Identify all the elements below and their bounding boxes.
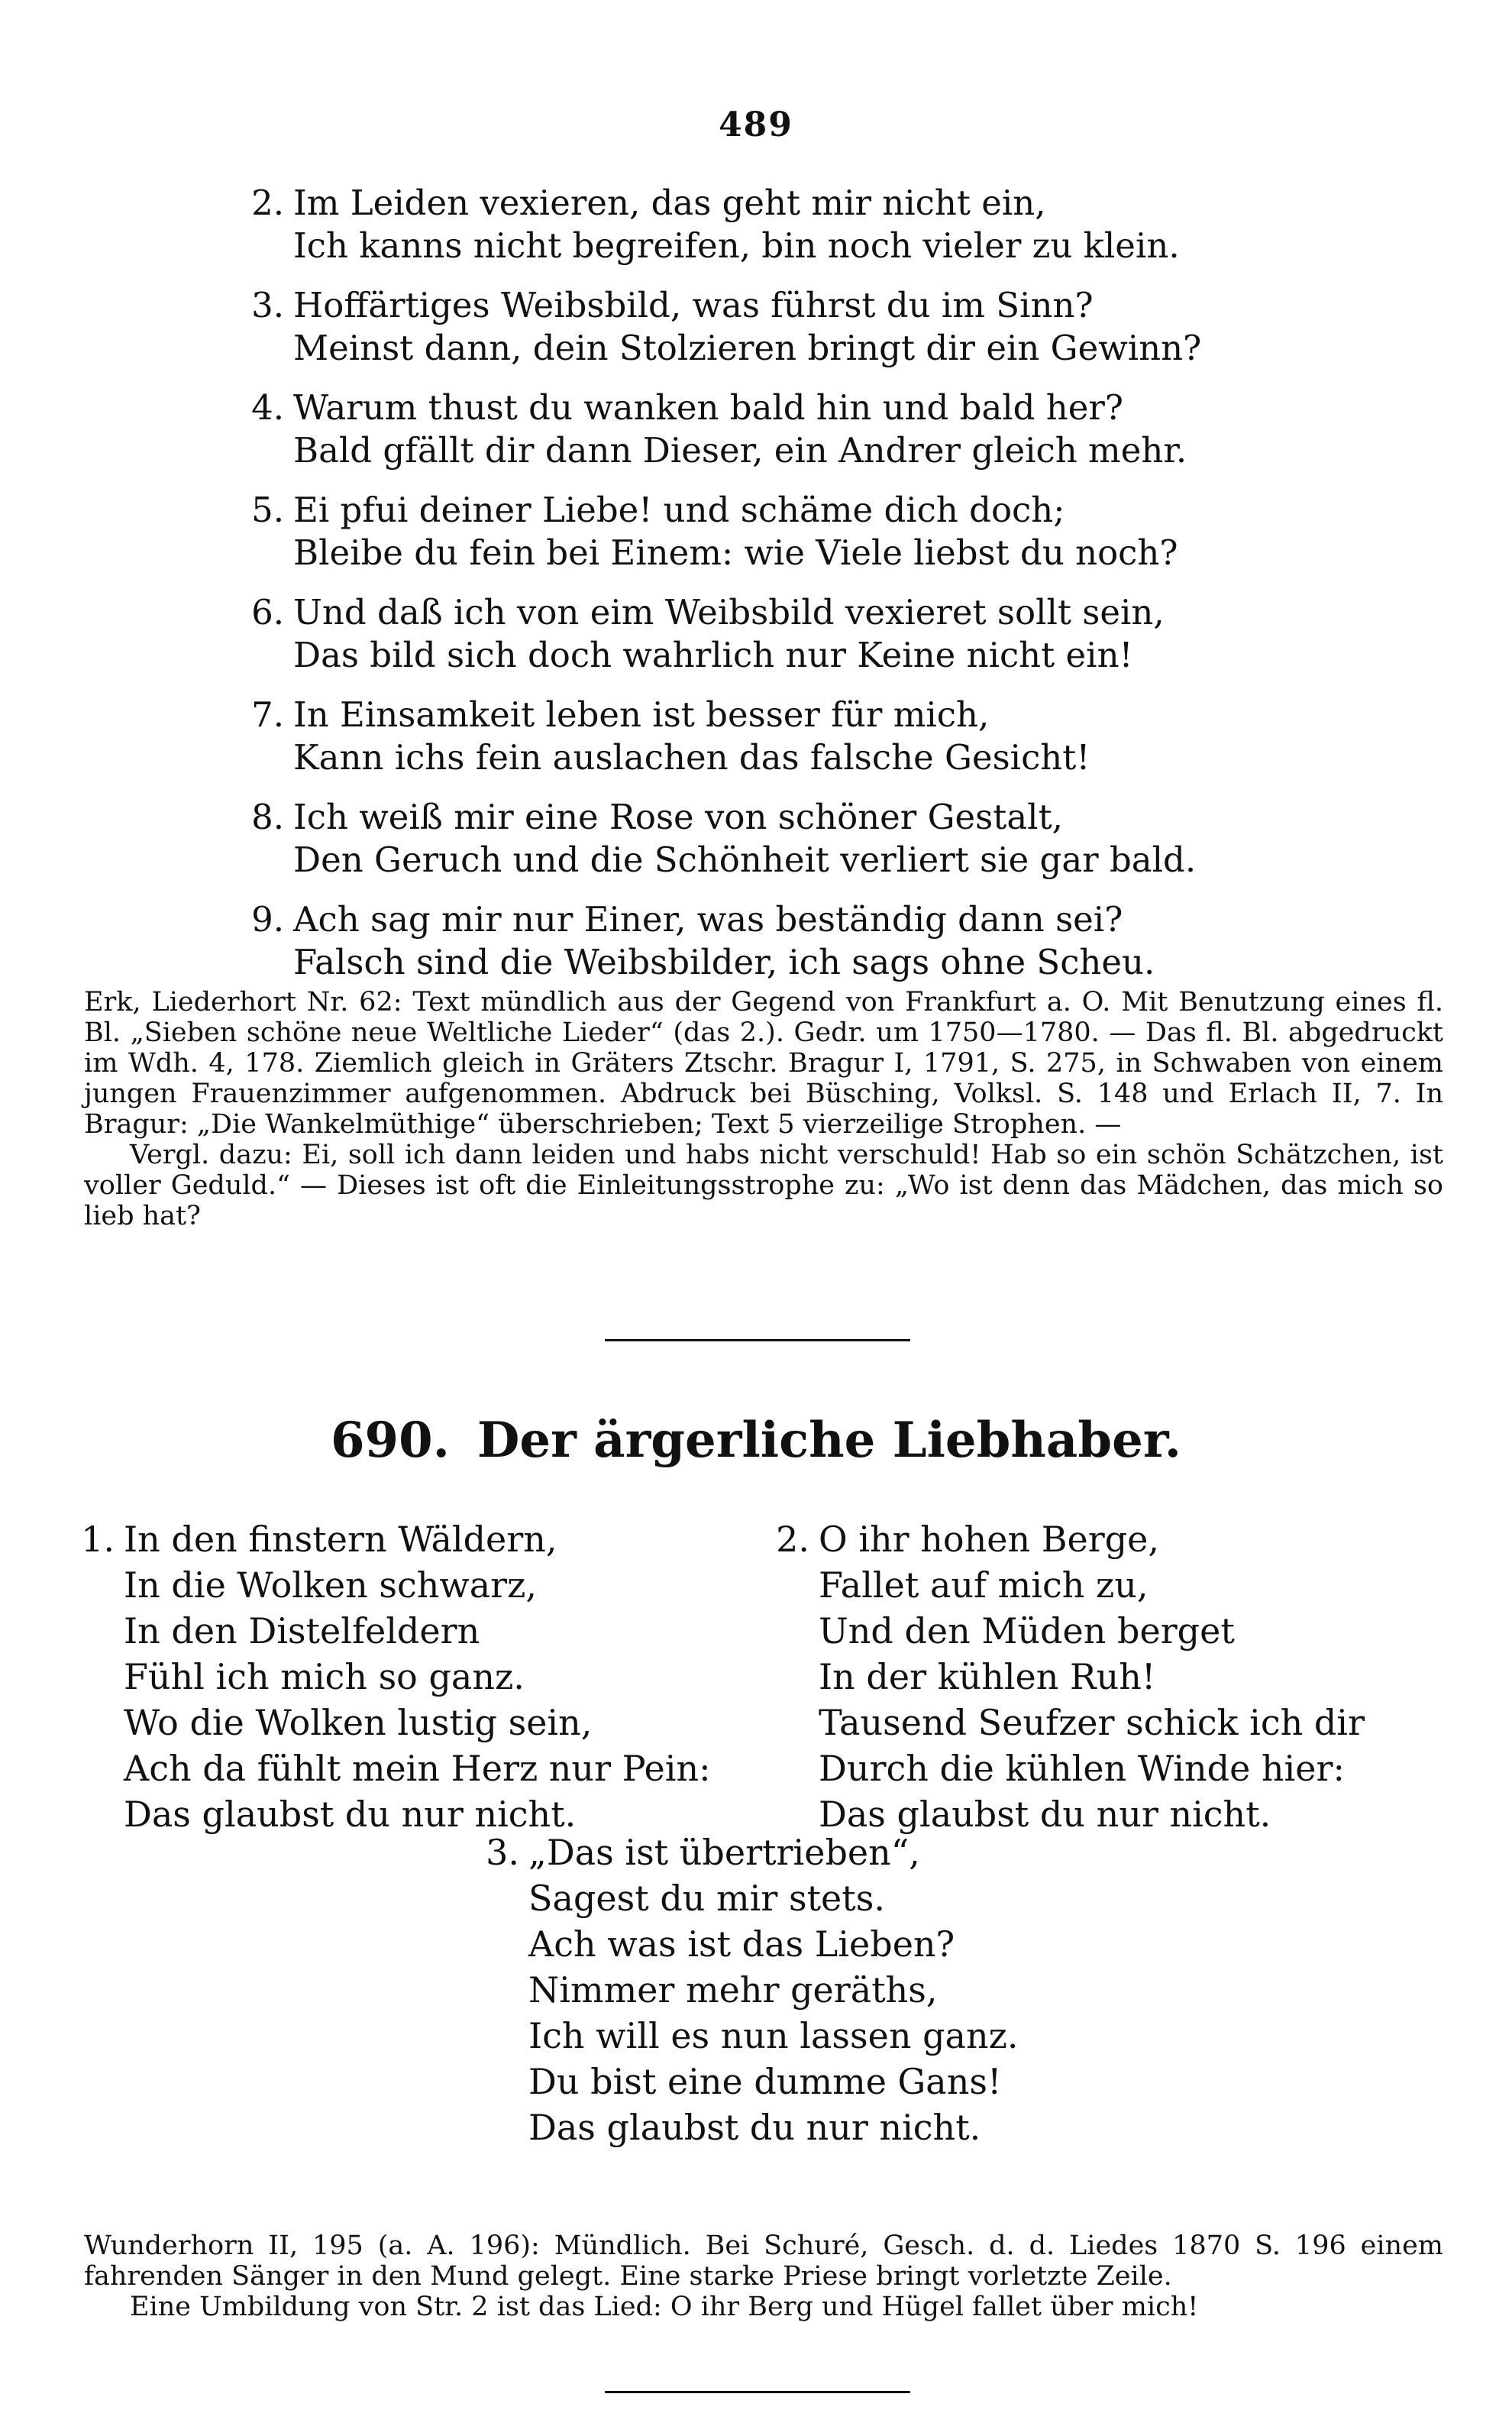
verse-line: Wo die Wolken lustig sein, — [124, 1702, 593, 1743]
song-title: Der ärgerliche Liebhaber. — [477, 1412, 1181, 1469]
verse-line: 4. Warum thust du wanken bald hin und bald her? — [229, 387, 1260, 429]
stanza — [229, 591, 1260, 677]
stanza-2 — [764, 1516, 1365, 1837]
song-689-verses — [229, 182, 1260, 1001]
stanza-number: 3. — [251, 285, 284, 325]
stanza-number: 7. — [251, 694, 284, 735]
verse-line: Tausend Seufzer schick ich dir — [819, 1702, 1365, 1743]
verse-line: Ach da fühlt mein Herz nur Pein: — [124, 1748, 711, 1789]
verse-line: In die Wolken schwarz, — [124, 1564, 537, 1606]
verse-line: Das glaubst du nur nicht. — [528, 2107, 981, 2148]
verse-line: Du bist eine dumme Gans! — [528, 2061, 1002, 2102]
commentary-paragraph: Erk, Liederhort Nr. 62: Text mündlich aus der Gegend von Frankfurt a. O. Mit Benutzung eines fl. Bl. „Sieben schöne neue Weltliche Lieder“ (das 2.). Gedr. um 1750—1780. — Das fl. Bl. abgedruckt im Wdh. 4, 178. Ziemlich gleich in Gräters Ztschr. Bragur I, 1791, S. 275, in Schwaben von einem jungen Frauenzimmer aufgenommen. Abdruck bei Büsching, Volksl. S. 148 und Erlach II, 7. In Bragur: „Die Wankelmüthige“ überschrieben; Text 5 vierzeilige Strophen. — — [84, 987, 1443, 1140]
song-heading — [0, 1412, 1512, 1469]
stanza-number: 6. — [251, 592, 284, 632]
verse-line: Und den Müden berget — [819, 1610, 1235, 1651]
stanza — [229, 694, 1260, 779]
verse-line: 2. O ihr hohen Berge, — [764, 1516, 1365, 1562]
stanza — [229, 796, 1260, 882]
stanza — [229, 182, 1260, 267]
verse-line: Das bild sich doch wahrlich nur Keine nicht ein! — [293, 635, 1133, 675]
page-number: 489 — [719, 105, 793, 144]
section-divider — [605, 1339, 910, 1341]
verse-line: Ich kanns nicht begreifen, bin noch vieler zu klein. — [293, 225, 1180, 266]
verse-line: 8. Ich weiß mir eine Rose von schöner Gestalt, — [229, 796, 1260, 839]
song-690-commentary — [84, 2231, 1443, 2322]
stanza-number: 3. — [486, 1832, 519, 1873]
verse-line: Meinst dann, dein Stolzieren bringt dir ein Gewinn? — [293, 328, 1202, 368]
verse-line: Falsch sind die Weibsbilder, ich sags ohne Scheu. — [293, 942, 1155, 982]
section-divider — [605, 2391, 910, 2393]
stanza-number: 2. — [251, 183, 284, 223]
stanza-number: 4. — [251, 387, 284, 428]
song-number: 690. — [331, 1412, 450, 1469]
stanza-number: 1. — [81, 1519, 115, 1560]
stanza-number: 5. — [251, 490, 284, 530]
stanza-1 — [69, 1516, 711, 1837]
verse-line: Das glaubst du nur nicht. — [124, 1794, 577, 1835]
verse-line: 5. Ei pfui deiner Liebe! und schäme dich doch; — [229, 489, 1260, 532]
verse-line: In den Distelfeldern — [124, 1610, 480, 1651]
song-689-commentary — [84, 987, 1443, 1231]
verse-line: Kann ichs fein auslachen das falsche Gesicht! — [293, 737, 1090, 778]
verse-line: Fühl ich mich so ganz. — [124, 1656, 525, 1697]
stanza — [229, 898, 1260, 984]
stanza-number: 8. — [251, 797, 284, 837]
verse-line: Ach was ist das Lieben? — [528, 1923, 955, 1965]
verse-line: Den Geruch und die Schönheit verliert sie gar bald. — [293, 839, 1197, 880]
verse-line: In der kühlen Ruh! — [819, 1656, 1156, 1697]
verse-line: 7. In Einsamkeit leben ist besser für mich, — [229, 694, 1260, 736]
verse-line: 3. „Das ist übertrieben“, — [473, 1829, 1018, 1875]
commentary-paragraph: Wunderhorn II, 195 (a. A. 196): Mündlich. Bei Schuré, Gesch. d. d. Liedes 1870 S. 196 einem fahrenden Sänger in den Mund gelegt. Eine starke Priese bringt vorletzte Zeile. — [84, 2231, 1443, 2292]
stanza-number: 9. — [251, 899, 284, 940]
verse-line: Durch die kühlen Winde hier: — [819, 1748, 1345, 1789]
verse-line: Ich will es nun lassen ganz. — [528, 2015, 1019, 2056]
stanza — [229, 489, 1260, 574]
verse-line: 1. In den finstern Wäldern, — [69, 1516, 711, 1562]
stanza-3 — [473, 1829, 1018, 2150]
verse-line: Fallet auf mich zu, — [819, 1564, 1149, 1606]
commentary-paragraph: Eine Umbildung von Str. 2 ist das Lied: O ihr Berg und Hügel fallet über mich! — [130, 2292, 1199, 2322]
verse-line: 6. Und daß ich von eim Weibsbild vexieret sollt sein, — [229, 591, 1260, 634]
stanza — [229, 284, 1260, 370]
stanza-number: 2. — [776, 1519, 809, 1560]
verse-line: Sagest du mir stets. — [528, 1878, 885, 1919]
verse-line: 2. Im Leiden vexieren, das geht mir nicht ein, — [229, 182, 1260, 225]
verse-line: 3. Hoffärtiges Weibsbild, was führst du im Sinn? — [229, 284, 1260, 327]
verse-line: Nimmer mehr geräths, — [528, 1969, 938, 2011]
verse-line: Bleibe du fein bei Einem: wie Viele liebst du noch? — [293, 532, 1178, 573]
verse-line: Bald gfällt dir dann Dieser, ein Andrer gleich mehr. — [293, 430, 1187, 471]
verse-line: 9. Ach sag mir nur Einer, was beständig dann sei? — [229, 898, 1260, 941]
stanza — [229, 387, 1260, 472]
commentary-paragraph: Vergl. dazu: Ei, soll ich dann leiden und habs nicht verschuld! Hab so ein schön Schätzchen, ist voller Geduld.“ — Dieses ist oft die Einleitungsstrophe zu: „Wo ist denn das Mädchen, das mich so lieb hat? — [84, 1140, 1443, 1231]
verse-line: Das glaubst du nur nicht. — [819, 1794, 1271, 1835]
